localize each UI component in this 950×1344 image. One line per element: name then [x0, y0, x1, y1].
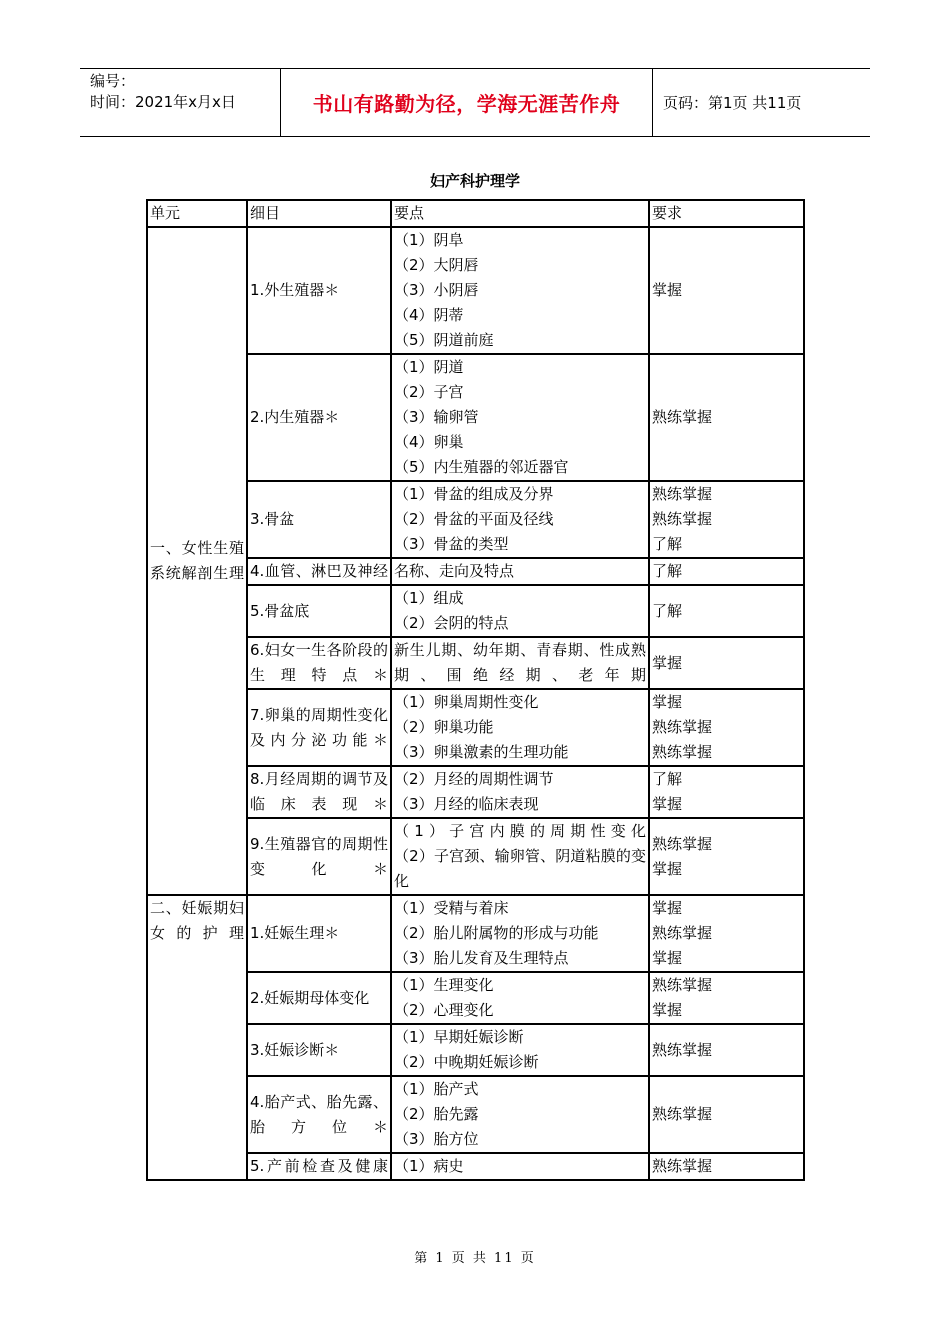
point-line: （2）子宫颈、输卵管、阴道粘膜的变化	[394, 847, 646, 890]
point-line: （2）会阴的特点	[394, 614, 509, 632]
points-cell	[391, 354, 649, 481]
requirement-cell	[649, 637, 804, 689]
requirement-cell	[649, 1153, 804, 1180]
points-cell	[391, 1076, 649, 1153]
point-line: 名称、走向及特点	[394, 562, 515, 580]
column-header-item: 细目	[247, 200, 391, 227]
point-line: （3）胎儿发育及生理特点	[394, 949, 569, 967]
requirement-cell	[649, 354, 804, 481]
header-page-info: 页码：第1页 共11页	[663, 94, 802, 112]
requirement-cell	[649, 1024, 804, 1076]
item-cell: 9.生殖器官的周期性变化＊	[247, 818, 391, 895]
points-cell	[391, 766, 649, 818]
requirement-cell	[649, 481, 804, 558]
points-cell	[391, 689, 649, 766]
point-line: （1）卵巢周期性变化	[394, 693, 539, 711]
point-line: （4）阴蒂	[394, 306, 464, 324]
item-cell: 5.产前检查及健康	[247, 1153, 391, 1180]
requirement-cell	[649, 558, 804, 585]
table-header-row	[147, 200, 804, 227]
point-line: （4）卵巢	[394, 433, 464, 451]
point-line: （1）组成	[394, 589, 464, 607]
requirement-line: 熟练掌握	[652, 834, 713, 853]
requirement-line: 熟练掌握	[652, 924, 713, 942]
document-time-label: 时间：2021年x月x日	[90, 93, 236, 111]
point-line: （1）生理变化	[394, 976, 494, 994]
requirement-cell	[649, 227, 804, 354]
requirement-line: 了解	[652, 770, 683, 788]
point-line: （3）胎方位	[394, 1130, 479, 1148]
page-footer: 第 1 页 共 11 页	[414, 1251, 536, 1266]
page-header	[80, 68, 870, 137]
table-row	[147, 895, 804, 972]
point-line: （2）胎先露	[394, 1105, 479, 1123]
requirement-line: 掌握	[652, 693, 683, 711]
item-cell: 1.外生殖器＊	[247, 227, 391, 354]
header-meta	[80, 69, 281, 136]
table-body	[147, 227, 804, 1180]
point-line: （5）内生殖器的邻近器官	[394, 458, 569, 476]
point-line: （2）中晚期妊娠诊断	[394, 1053, 539, 1071]
requirement-cell	[649, 972, 804, 1024]
item-cell: 2.妊娠期母体变化	[247, 972, 391, 1024]
point-line: （1）早期妊娠诊断	[394, 1028, 524, 1046]
unit-cell: 一、女性生殖系统解剖生理	[147, 227, 247, 895]
requirement-cell	[649, 895, 804, 972]
point-line: （5）阴道前庭	[394, 331, 494, 349]
column-header-unit: 单元	[147, 200, 247, 227]
document-title: 妇产科护理学	[429, 172, 520, 190]
document-number-label: 编号：	[90, 72, 136, 90]
points-cell	[391, 481, 649, 558]
requirement-line: 掌握	[652, 795, 683, 813]
header-motto: 书山有路勤为径，学海无涯苦作舟	[281, 69, 653, 136]
requirement-line: 掌握	[652, 859, 683, 878]
points-cell	[391, 558, 649, 585]
requirement-line: 熟练掌握	[652, 510, 713, 528]
unit-cell: 二、妊娠期妇女的护理	[147, 895, 247, 1180]
point-line: （1）骨盆的组成及分界	[394, 485, 554, 503]
requirement-line: 掌握	[652, 653, 683, 672]
item-cell: 7.卵巢的周期性变化及内分泌功能＊	[247, 689, 391, 766]
point-line: （3）骨盆的类型	[394, 535, 509, 553]
requirement-line: 了解	[652, 535, 683, 553]
points-cell	[391, 1024, 649, 1076]
requirement-line: 掌握	[652, 1001, 683, 1019]
requirement-cell	[649, 818, 804, 895]
requirement-line: 熟练掌握	[652, 1105, 713, 1123]
requirement-line: 熟练掌握	[652, 1157, 713, 1175]
point-line: （1）病史	[394, 1157, 464, 1175]
column-header-requirement: 要求	[649, 200, 804, 227]
column-header-points: 要点	[391, 200, 649, 227]
requirement-cell	[649, 1076, 804, 1153]
requirement-line: 熟练掌握	[652, 976, 713, 994]
requirement-line: 熟练掌握	[652, 485, 713, 503]
requirement-line: 熟练掌握	[652, 718, 713, 736]
point-line: （2）月经的周期性调节	[394, 770, 554, 788]
point-line: （1）胎产式	[394, 1080, 479, 1098]
requirement-line: 掌握	[652, 281, 683, 299]
item-cell: 4.血管、淋巴及神经	[247, 558, 391, 585]
requirement-line: 掌握	[652, 899, 683, 917]
requirement-line: 了解	[652, 562, 683, 580]
points-cell	[391, 895, 649, 972]
points-cell	[391, 585, 649, 637]
item-cell: 6.妇女一生各阶段的生理特点＊	[247, 637, 391, 689]
point-line: （3）输卵管	[394, 408, 479, 426]
item-cell: 4.胎产式、胎先露、胎方位＊	[247, 1076, 391, 1153]
item-cell: 3.骨盆	[247, 481, 391, 558]
requirement-line: 熟练掌握	[652, 743, 713, 761]
point-line: （3）小阴唇	[394, 281, 479, 299]
requirement-line: 了解	[652, 601, 683, 620]
point-line: （2）骨盆的平面及径线	[394, 510, 554, 528]
point-line: （3）月经的临床表现	[394, 795, 539, 813]
point-line: （2）胎儿附属物的形成与功能	[394, 924, 599, 942]
requirement-cell	[649, 766, 804, 818]
item-cell: 5.骨盆底	[247, 585, 391, 637]
syllabus-table	[146, 199, 805, 1181]
points-cell	[391, 227, 649, 354]
points-cell	[391, 818, 649, 895]
point-line: （1）子宫内膜的周期性变化	[394, 822, 646, 840]
point-line: （1）阴道	[394, 358, 464, 376]
point-line: （2）心理变化	[394, 1001, 494, 1019]
requirement-line: 熟练掌握	[652, 408, 713, 426]
point-line: （3）卵巢激素的生理功能	[394, 743, 569, 761]
point-line: （2）卵巢功能	[394, 718, 494, 736]
table-row	[147, 227, 804, 354]
point-line: （2）大阴唇	[394, 256, 479, 274]
point-line: （1）阴阜	[394, 231, 464, 249]
point-line: 新生儿期、幼年期、青春期、性成熟期、围绝经期、老年期	[394, 641, 646, 684]
points-cell	[391, 1153, 649, 1180]
requirement-cell	[649, 689, 804, 766]
item-cell: 3.妊娠诊断＊	[247, 1024, 391, 1076]
requirement-line: 掌握	[652, 949, 683, 967]
point-line: （2）子宫	[394, 383, 464, 401]
requirement-line: 熟练掌握	[652, 1040, 713, 1059]
points-cell	[391, 637, 649, 689]
requirement-cell	[649, 585, 804, 637]
points-cell	[391, 972, 649, 1024]
item-cell: 1.妊娠生理＊	[247, 895, 391, 972]
point-line: （1）受精与着床	[394, 899, 509, 917]
item-cell: 2.内生殖器＊	[247, 354, 391, 481]
item-cell: 8.月经周期的调节及临床表现＊	[247, 766, 391, 818]
